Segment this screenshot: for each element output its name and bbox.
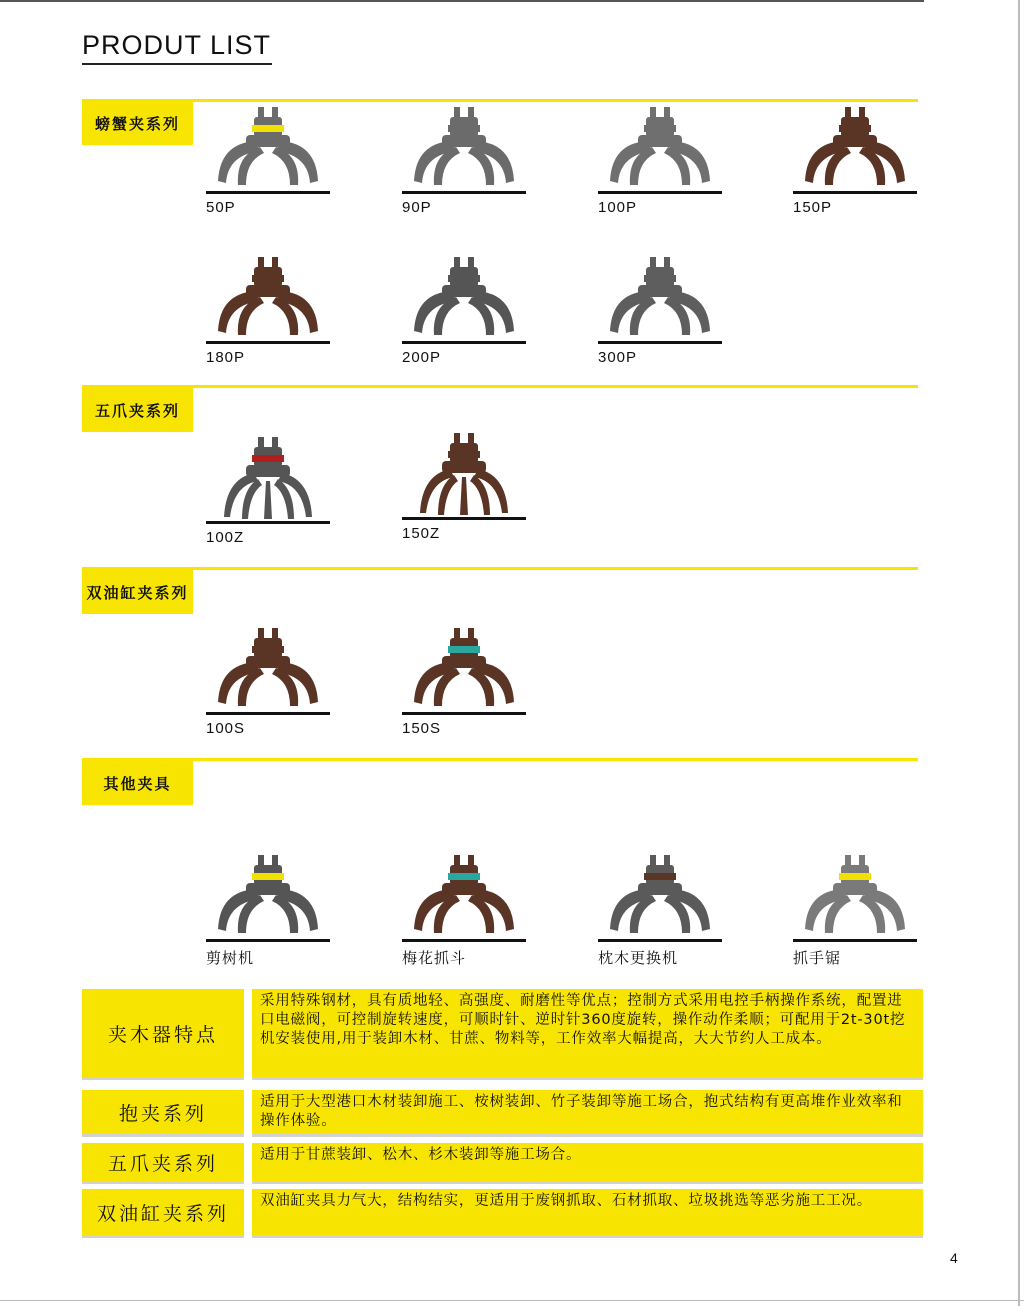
product-card[interactable] — [206, 851, 330, 968]
product-model-label: 50P — [206, 199, 236, 216]
product-card[interactable] — [598, 103, 722, 216]
product-card[interactable] — [402, 624, 526, 737]
product-rule — [402, 939, 526, 942]
product-card[interactable] — [206, 433, 330, 546]
product-rule — [206, 191, 330, 194]
product-rule — [793, 191, 917, 194]
product-card[interactable] — [402, 851, 526, 968]
feature-row-label: 抱夹系列 — [82, 1090, 244, 1134]
product-rule — [598, 341, 722, 344]
product-model-label: 100P — [598, 199, 638, 216]
section-label-dual-cylinder: 双油缸夹系列 — [82, 570, 193, 614]
product-model-label: 抓手锯 — [793, 950, 842, 967]
product-card[interactable] — [793, 851, 917, 968]
feature-row-label: 夹木器特点 — [82, 989, 244, 1077]
product-model-label: 100Z — [206, 529, 245, 546]
grapple-icon — [206, 433, 330, 521]
product-rule — [402, 712, 526, 715]
product-card[interactable] — [402, 103, 526, 216]
grapple-icon — [206, 103, 330, 191]
feature-row-text: 采用特殊钢材，具有质地轻、高强度、耐磨性等优点；控制方式采用电控手柄操作系统，配置进口电磁阀，可控制旋转速度，可顺时针、逆时针360度旋转，操作动作柔顺；可配用于2t-30t挖机安装使用,用于装卸木材、甘蔗、物料等，工作效率大幅提高，大大节约人工成本。 — [252, 989, 923, 1077]
product-model-label: 150P — [793, 199, 833, 216]
product-model-label: 150S — [402, 720, 442, 737]
top-border — [0, 0, 924, 2]
product-card[interactable] — [402, 253, 526, 366]
product-card[interactable] — [793, 103, 917, 216]
product-card[interactable] — [598, 851, 722, 968]
section-label-five-claw: 五爪夹系列 — [82, 388, 193, 432]
right-border — [1018, 0, 1020, 1306]
product-rule — [402, 191, 526, 194]
feature-row-label: 双油缸夹系列 — [82, 1189, 244, 1235]
product-rule — [206, 341, 330, 344]
feature-row-text: 适用于甘蔗装卸、松木、杉木装卸等施工场合。 — [252, 1143, 923, 1181]
product-rule — [206, 712, 330, 715]
grapple-icon — [206, 851, 330, 939]
product-model-label: 枕木更换机 — [598, 950, 679, 967]
grapple-icon — [793, 103, 917, 191]
section-label-other: 其他夹具 — [82, 761, 193, 805]
product-model-label: 300P — [598, 349, 638, 366]
grapple-icon — [402, 103, 526, 191]
grapple-icon — [402, 851, 526, 939]
grapple-icon — [402, 624, 526, 712]
product-rule — [598, 939, 722, 942]
section-rule — [82, 758, 918, 761]
title-underline — [82, 63, 272, 65]
product-rule — [402, 341, 526, 344]
grapple-icon — [206, 624, 330, 712]
page-number: 4 — [950, 1250, 958, 1266]
product-model-label: 90P — [402, 199, 432, 216]
grapple-icon — [402, 429, 526, 517]
feature-row-text: 双油缸夹具力气大，结构结实，更适用于废钢抓取、石材抓取、垃圾挑选等恶劣施工工况。 — [252, 1189, 923, 1235]
grapple-icon — [206, 253, 330, 341]
product-rule — [402, 517, 526, 520]
product-card[interactable] — [598, 253, 722, 366]
product-card[interactable] — [206, 624, 330, 737]
product-model-label: 100S — [206, 720, 246, 737]
product-rule — [206, 521, 330, 524]
grapple-icon — [793, 851, 917, 939]
feature-row-text: 适用于大型港口木材装卸施工、桉树装卸、竹子装卸等施工场合，抱式结构有更高堆作业效率和操作体验。 — [252, 1090, 923, 1134]
product-card[interactable] — [206, 253, 330, 366]
product-rule — [206, 939, 330, 942]
product-rule — [598, 191, 722, 194]
product-model-label: 剪树机 — [206, 950, 255, 967]
product-card[interactable] — [206, 103, 330, 216]
bottom-border — [0, 1300, 1024, 1301]
feature-row-label: 五爪夹系列 — [82, 1143, 244, 1181]
product-model-label: 180P — [206, 349, 246, 366]
grapple-icon — [402, 253, 526, 341]
product-card[interactable] — [402, 429, 526, 542]
grapple-icon — [598, 103, 722, 191]
product-model-label: 150Z — [402, 525, 441, 542]
page-title: PRODUT LIST — [82, 30, 272, 60]
section-rule — [82, 385, 918, 388]
product-rule — [793, 939, 917, 942]
section-rule — [82, 99, 918, 102]
section-rule — [82, 567, 918, 570]
product-model-label: 梅花抓斗 — [402, 950, 467, 967]
grapple-icon — [598, 253, 722, 341]
product-model-label: 200P — [402, 349, 442, 366]
section-label-crab: 螃蟹夹系列 — [82, 101, 193, 145]
grapple-icon — [598, 851, 722, 939]
